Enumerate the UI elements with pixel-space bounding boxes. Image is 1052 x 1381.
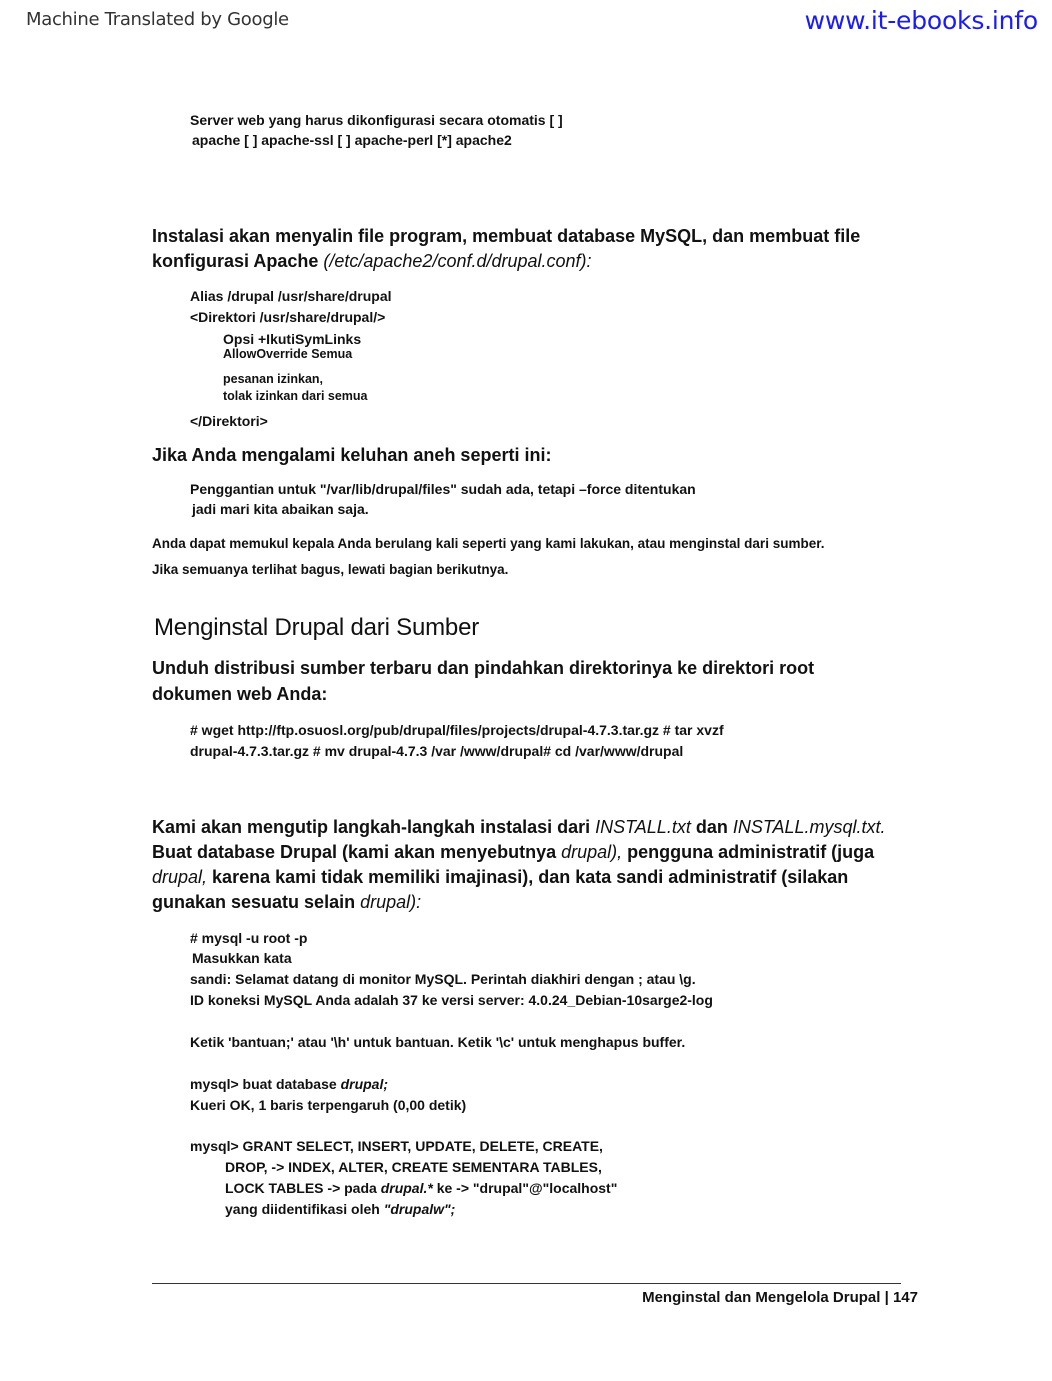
config-prompt-line-2: apache [ ] apache-ssl [ ] apache-perl [*] apache2	[192, 132, 512, 148]
paragraph-steps-line-1	[152, 815, 886, 840]
italic-term: drupal):	[360, 892, 422, 912]
text-segment: dan	[690, 817, 733, 837]
mysql-line	[190, 1074, 388, 1095]
mysql-line: mysql> GRANT SELECT, INSERT, UPDATE, DELETE, CREATE,	[190, 1138, 603, 1154]
section-heading: Menginstal Drupal dari Sumber	[154, 614, 480, 641]
italic-term: drupal;	[340, 1076, 389, 1092]
mysql-line: DROP, -> INDEX, ALTER, CREATE SEMENTARA TABLES,	[225, 1159, 602, 1175]
config-prompt-line-1: Server web yang harus dikonfigurasi secara otomatis [ ]	[190, 112, 563, 128]
text-segment: mysql> buat database	[190, 1076, 341, 1092]
text-segment: gunakan sesuatu selain	[152, 892, 361, 912]
italic-term: drupal,	[152, 867, 208, 887]
config-path: (/etc/apache2/conf.d/drupal.conf):	[323, 251, 592, 271]
paragraph-install-line-2	[152, 249, 592, 274]
mysql-line: ID koneksi MySQL Anda adalah 37 ke versi server: 4.0.24_Debian-10sarge2-log	[190, 992, 713, 1008]
website-link[interactable]: www.it-ebooks.info	[804, 6, 1038, 35]
config-dir-close: </Direktori>	[190, 413, 268, 429]
command-line-1: # wget http://ftp.osuosl.org/pub/drupal/files/projects/drupal-4.7.3.tar.gz # tar xvzf	[190, 722, 724, 738]
paragraph-download-line-2: dokumen web Anda:	[152, 684, 328, 704]
paragraph-steps-line-2	[152, 840, 874, 865]
text-segment: ke -> "drupal"@"localhost"	[432, 1180, 618, 1196]
mysql-line: Masukkan kata	[192, 950, 292, 966]
command-line-2: drupal-4.7.3.tar.gz # mv drupal-4.7.3 /var /www/drupal# cd /var/www/drupal	[190, 743, 684, 759]
config-dir-open: <Direktori /usr/share/drupal/>	[190, 309, 386, 325]
install-mysql-filename: INSTALL.mysql.txt.	[732, 817, 886, 837]
warning-line-2: jadi mari kita abaikan saja.	[192, 501, 369, 517]
mysql-line: Ketik 'bantuan;' atau '\h' untuk bantuan. Ketik '\c' untuk menghapus buffer.	[190, 1034, 686, 1050]
machine-translated-label: Machine Translated by Google	[26, 9, 289, 30]
config-options: Opsi +IkutiSymLinks	[223, 331, 362, 347]
text-segment: pengguna administratif (juga	[622, 842, 875, 862]
text-segment: Buat database Drupal (kami akan menyebutnya	[152, 842, 562, 862]
paragraph-download-line-1: Unduh distribusi sumber terbaru dan pindahkan direktorinya ke direktori root	[152, 658, 815, 678]
mysql-line: sandi: Selamat datang di monitor MySQL. Perintah diakhiri dengan ; atau \g.	[190, 971, 696, 987]
mysql-line: # mysql -u root -p	[190, 930, 308, 946]
mysql-line: Kueri OK, 1 baris terpengaruh (0,00 detik)	[190, 1097, 467, 1113]
warning-line-1: Penggantian untuk "/var/lib/drupal/files" sudah ada, tetapi –force ditentukan	[190, 481, 696, 497]
config-alias: Alias /drupal /usr/share/drupal	[190, 288, 392, 304]
text-bold: konfigurasi Apache	[152, 251, 324, 271]
paragraph-hint-line-1: Anda dapat memukul kepala Anda berulang kali seperti yang kami lakukan, atau menginstal dari sumber.	[152, 536, 825, 551]
config-allow-override: AllowOverride Semua	[223, 347, 353, 361]
install-txt-filename: INSTALL.txt	[595, 817, 691, 837]
page-footer: Menginstal dan Mengelola Drupal | 147	[642, 1289, 918, 1306]
italic-term: drupal),	[561, 842, 623, 862]
text-segment: yang diidentifikasi oleh	[225, 1201, 384, 1217]
paragraph-complaint: Jika Anda mengalami keluhan aneh seperti ini:	[152, 445, 552, 465]
text-segment: karena kami tidak memiliki imajinasi), dan kata sandi administratif (silakan	[207, 867, 849, 887]
text-segment: Kami akan mengutip langkah-langkah instalasi dari	[152, 817, 596, 837]
config-deny: tolak izinkan dari semua	[223, 389, 368, 403]
footer-rule	[152, 1283, 901, 1284]
paragraph-steps-line-3	[152, 865, 848, 890]
mysql-line	[225, 1199, 455, 1220]
config-order: pesanan izinkan,	[223, 372, 324, 386]
text-segment: LOCK TABLES -> pada	[225, 1180, 381, 1196]
italic-term: "drupalw";	[383, 1201, 456, 1217]
mysql-line	[225, 1178, 617, 1199]
paragraph-hint-line-2: Jika semuanya terlihat bagus, lewati bagian berikutnya.	[152, 562, 509, 577]
paragraph-install-line-1: Instalasi akan menyalin file program, membuat database MySQL, dan membuat file	[152, 226, 861, 246]
paragraph-steps-line-4	[152, 890, 421, 915]
italic-term: drupal.*	[380, 1180, 433, 1196]
